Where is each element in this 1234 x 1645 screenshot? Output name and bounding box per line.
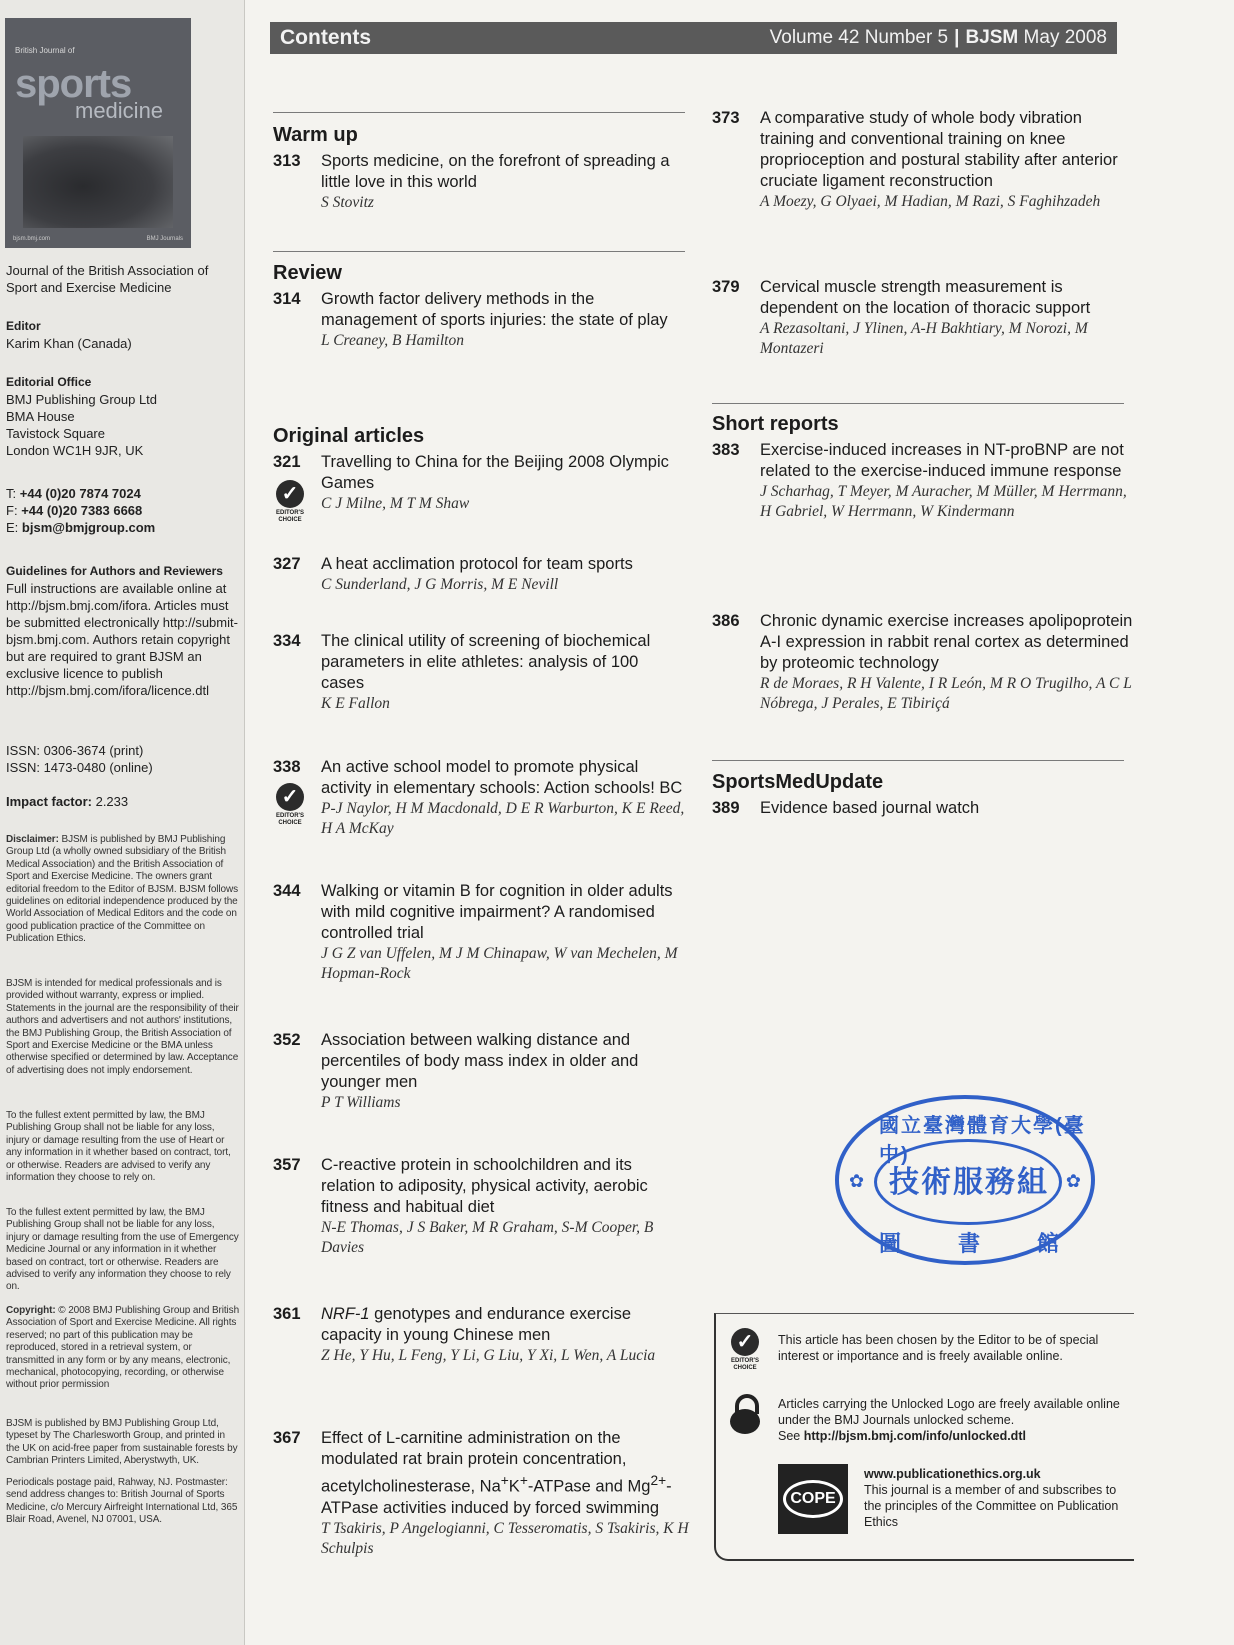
office-line: BMJ Publishing Group Ltd bbox=[6, 392, 158, 407]
article-title: Chronic dynamic exercise increases apolipoprotein A-I expression in rabbit renal cortex as determined by proteomic technology bbox=[760, 612, 1133, 672]
editors-choice-badge bbox=[271, 783, 309, 827]
editors-choice-badge bbox=[271, 480, 309, 524]
section-divider bbox=[273, 251, 685, 252]
cover-footer bbox=[13, 236, 183, 242]
badge-label: EDITOR'S CHOICE bbox=[276, 813, 304, 826]
section-divider bbox=[273, 112, 685, 113]
office-label: Editorial Office bbox=[6, 375, 92, 389]
volume-number: Volume 42 Number 5 bbox=[769, 27, 949, 48]
unlocked-url[interactable]: http://bjsm.bmj.com/info/unlocked.dtl bbox=[803, 1429, 1026, 1443]
impact-value: 2.233 bbox=[95, 794, 129, 809]
editors-choice-badge bbox=[726, 1328, 764, 1372]
article-title: A heat acclimation protocol for team sports bbox=[321, 555, 633, 573]
article-authors: J G Z van Uffelen, M J M Chinapaw, W van Mechelen, M Hopman-Rock bbox=[321, 945, 678, 982]
toc-entry[interactable] bbox=[273, 881, 685, 984]
page-number: 352 bbox=[273, 1031, 301, 1049]
article-authors: S Stovitz bbox=[321, 194, 374, 211]
masthead-column bbox=[0, 0, 245, 1645]
section-short-reports: Short reports bbox=[712, 413, 839, 435]
disclaimer-text: BJSM is published by BMJ Publishing Group Ltd (a wholly owned subsidiary of the British Medical Association) and the British Association of Sport and Exercise Medicine. The owners grant editorial freedom to the Editor of BJSM. BJSM follows guidelines on editorial independence produced by the World Association of Medical Editors and the code on good publication practice of the Committee on Publication Ethics. bbox=[6, 834, 239, 945]
article-title: An active school model to promote physical activity in elementary schools: Action schools! BC bbox=[321, 758, 683, 797]
office-line: Tavistock Square bbox=[6, 426, 105, 441]
article-authors: T Tsakiris, P Angelogianni, C Tesseromatis, S Tsakiris, K H Schulpis bbox=[321, 1519, 689, 1557]
page-number: 379 bbox=[712, 278, 740, 296]
email-prefix: E: bbox=[6, 520, 19, 535]
cover-publisher: BMJ Journals bbox=[146, 236, 183, 242]
toc-entry[interactable] bbox=[273, 757, 685, 839]
disclaimer-paragraph bbox=[6, 834, 240, 946]
page-number: 327 bbox=[273, 555, 301, 573]
cover-title-sports: sports bbox=[15, 62, 132, 106]
cover-journal-line: British Journal of bbox=[15, 46, 75, 55]
page-number: 367 bbox=[273, 1429, 301, 1447]
disclaimer-label: Disclaimer: bbox=[6, 834, 59, 845]
title-rest: genotypes and endurance exercise capacity in young Chinese men bbox=[321, 1305, 632, 1344]
article-title bbox=[321, 1304, 685, 1346]
editors-choice-note: This article has been chosen by the Editor to be of special interest or importance and is freely available online. bbox=[778, 1333, 1099, 1363]
guidelines-text: Full instructions are available online at http://bjsm.bmj.com/ifora. Articles must be submitted electronically http://submit-bjsm.bmj.com. Authors retain copyright but are required to grant BJSM an exclusive licence to publish http://bjsm.bmj.com/ifora/licence.dtl bbox=[6, 581, 238, 698]
guidelines-block bbox=[6, 563, 240, 699]
article-title: Growth factor delivery methods in the management of sports injuries: the state of play bbox=[321, 290, 668, 329]
check-icon: ✓ bbox=[276, 480, 304, 508]
page-number: 344 bbox=[273, 882, 301, 900]
page-number: 383 bbox=[712, 441, 740, 459]
article-authors: Z He, Y Hu, L Feng, Y Li, G Liu, Y Xi, L Wen, A Lucia bbox=[321, 1347, 656, 1364]
issn-block bbox=[6, 742, 240, 776]
cover-shoes-photo bbox=[23, 136, 173, 228]
issue-date: May 2008 bbox=[1023, 27, 1107, 48]
flower-icon: ✿ bbox=[1065, 1171, 1081, 1191]
notice-box bbox=[714, 1313, 1134, 1561]
copyright-label: Copyright: bbox=[6, 1305, 56, 1316]
cover-url: bjsm.bmj.com bbox=[13, 236, 51, 242]
library-stamp bbox=[835, 1095, 1095, 1265]
article-title: Sports medicine, on the forefront of spreading a little love in this world bbox=[321, 152, 670, 191]
page-number: 313 bbox=[273, 152, 301, 170]
telephone: +44 (0)20 7874 7024 bbox=[19, 486, 141, 501]
postage-paragraph: Periodicals postage paid, Rahway, NJ. Postmaster: send address changes to: British Journal of Sports Medicine, c/o Mercury Airfreight International Ltd, 365 Blair Road, Avenel, NJ 07001, USA. bbox=[6, 1477, 238, 1526]
section-warm-up: Warm up bbox=[273, 124, 358, 146]
article-title: Exercise-induced increases in NT-proBNP are not related to the exercise-induced immune response bbox=[760, 441, 1124, 480]
flower-icon: ✿ bbox=[849, 1171, 865, 1191]
toc-entry[interactable] bbox=[273, 1155, 685, 1258]
section-original-articles: Original articles bbox=[273, 425, 425, 447]
article-title: The clinical utility of screening of biochemical parameters in elite athletes: analysis of 100 cases bbox=[321, 632, 651, 692]
cope-note: www.publicationethics.org.uk This journal is a member of and subscribes to the principles of the Committee on Publication Ethics bbox=[864, 1467, 1119, 1529]
impact-factor bbox=[6, 793, 240, 810]
article-title: C-reactive protein in schoolchildren and its relation to adiposity, physical activity, aerobic fitness and habitual diet bbox=[321, 1156, 648, 1216]
toc-entry[interactable] bbox=[712, 798, 1134, 819]
editor-label: Editor bbox=[6, 319, 41, 333]
contents-header-bar bbox=[270, 22, 1117, 54]
liability-paragraph-emj: To the fullest extent permitted by law, the BMJ Publishing Group shall not be liable for any loss, injury or damage resulting from the use of Emergency Medicine Journal or any information in it whether based on contract, tort or otherwise. Readers are advised to verify any information they choose to rely on. bbox=[6, 1207, 239, 1293]
fax-prefix: F: bbox=[6, 503, 18, 518]
check-icon: ✓ bbox=[276, 783, 304, 811]
badge-label: EDITOR'S CHOICE bbox=[276, 510, 304, 523]
toc-entry[interactable] bbox=[273, 631, 685, 714]
issn-online: ISSN: 1473-0480 (online) bbox=[6, 760, 153, 775]
page-number: 314 bbox=[273, 290, 301, 308]
article-authors: L Creaney, B Hamilton bbox=[321, 332, 464, 349]
article-authors: C Sunderland, J G Morris, M E Nevill bbox=[321, 576, 559, 593]
editor-name: Karim Khan (Canada) bbox=[6, 336, 132, 351]
toc-entry[interactable] bbox=[273, 289, 685, 351]
article-title: Cervical muscle strength measurement is dependent on the location of thoracic support bbox=[760, 278, 1091, 317]
article-authors: C J Milne, M T M Shaw bbox=[321, 495, 470, 512]
article-authors: R de Moraes, R H Valente, I R León, M R O Trugilho, A C L Nóbrega, J Perales, E Tibiriçá bbox=[760, 675, 1132, 712]
email-link[interactable]: bjsm@bmjgroup.com bbox=[21, 520, 156, 535]
cope-logo: COPE bbox=[778, 1464, 848, 1534]
copyright-paragraph bbox=[6, 1305, 240, 1392]
section-divider bbox=[712, 760, 1124, 761]
stamp-bottom-text: 圖 書 館 bbox=[879, 1231, 1059, 1256]
stamp-top-text: 國立臺灣體育大學(臺中) bbox=[879, 1115, 1086, 1166]
unlocked-lock-icon bbox=[728, 1394, 762, 1434]
tel-prefix: T: bbox=[6, 486, 17, 501]
badge-label: EDITOR'S CHOICE bbox=[731, 1358, 759, 1371]
editorial-office-block bbox=[6, 374, 240, 459]
office-line: BMA House bbox=[6, 409, 75, 424]
section-sportsmedupdate: SportsMedUpdate bbox=[712, 771, 884, 793]
page-number: 361 bbox=[273, 1305, 301, 1323]
article-authors: A Rezasoltani, J Ylinen, A-H Bakhtiary, M Norozi, M Montazeri bbox=[760, 320, 1088, 357]
article-authors: K E Fallon bbox=[321, 695, 390, 712]
toc-entry[interactable] bbox=[273, 1428, 693, 1559]
copyright-text: © 2008 BMJ Publishing Group and British Association of Sport and Exercise Medicine. All rights reserved; no part of this publication may be reproduced, stored in a retrieval system, or transmitted in any form or by any means, electronic, mechanical, photocopying, recording, or otherwise without prior permission bbox=[6, 1305, 240, 1391]
page-number: 357 bbox=[273, 1156, 301, 1174]
article-authors: P-J Naylor, H M Macdonald, D E R Warburton, K E Reed, H A McKay bbox=[321, 800, 685, 837]
stamp-mid-text: 技術服務組 bbox=[889, 1166, 1049, 1199]
issue-info bbox=[770, 27, 1107, 49]
article-authors: N-E Thomas, J S Baker, M R Graham, S-M Cooper, B Davies bbox=[321, 1219, 654, 1256]
contact-block bbox=[6, 485, 240, 536]
article-title: Evidence based journal watch bbox=[760, 799, 980, 817]
association-line: Journal of the British Association of Sport and Exercise Medicine bbox=[6, 263, 209, 295]
cover-title-medicine: medicine bbox=[75, 98, 164, 123]
toc-entry[interactable] bbox=[273, 1304, 685, 1366]
issn-print: ISSN: 0306-3674 (print) bbox=[6, 743, 144, 758]
page-number: 338 bbox=[273, 758, 301, 776]
toc-entry[interactable] bbox=[712, 611, 1134, 714]
toc-entry[interactable] bbox=[712, 440, 1134, 522]
contents-title: Contents bbox=[280, 26, 371, 49]
toc-entry[interactable] bbox=[273, 452, 685, 514]
article-title: Travelling to China for the Beijing 2008 Olympic Games bbox=[321, 453, 669, 492]
toc-entry[interactable] bbox=[273, 1030, 685, 1113]
journal-abbrev: BJSM bbox=[965, 27, 1019, 48]
warranty-paragraph: BJSM is intended for medical professionals and is provided without warranty, express or implied. Statements in the journal are the responsibility of their authors and advertisers and not authors' institutions, the BMJ Publishing Group, the British Association of Sport and Exercise Medicine or the BMA unless otherwise specified or determined by law. Acceptance of advertising does not imply endorsement. bbox=[6, 978, 239, 1076]
page-number: 389 bbox=[712, 799, 740, 817]
page-number: 373 bbox=[712, 109, 740, 127]
office-line: London WC1H 9JR, UK bbox=[6, 443, 144, 458]
page-number: 386 bbox=[712, 612, 740, 630]
article-authors: A Moezy, G Olyaei, M Hadian, M Razi, S Faghihzadeh bbox=[760, 193, 1101, 210]
toc-entry[interactable] bbox=[712, 277, 1134, 359]
impact-label: Impact factor: bbox=[6, 794, 92, 809]
unlocked-note: Articles carrying the Unlocked Logo are freely available online under the BMJ Journals unlocked scheme. See http://bjsm.bmj.com/info/unlocked.dtl bbox=[778, 1397, 1120, 1443]
article-title: A comparative study of whole body vibration training and conventional training on knee proprioception and postural stability after anterior cruciate ligament reconstruction bbox=[760, 109, 1118, 190]
article-title: Walking or vitamin B for cognition in older adults with mild cognitive impairment? A randomised controlled trial bbox=[321, 882, 673, 942]
check-icon: ✓ bbox=[731, 1328, 759, 1356]
article-authors: P T Williams bbox=[321, 1094, 401, 1111]
cope-url[interactable]: www.publicationethics.org.uk bbox=[864, 1467, 1041, 1481]
article-title: Association between walking distance and percentiles of body mass index in older and younger men bbox=[321, 1031, 639, 1091]
separator: | bbox=[954, 27, 960, 48]
article-title: Effect of L-carnitine administration on the modulated rat brain protein concentration, acetylcholinesterase, Na+K+-ATPase and $Mg^{2+}$-ATPase activities induced by forced swimming bbox=[321, 1429, 672, 1517]
gene-name: NRF-1 bbox=[321, 1305, 370, 1323]
page-number: 334 bbox=[273, 632, 301, 650]
journal-cover bbox=[5, 18, 191, 248]
toc-entry[interactable] bbox=[273, 554, 685, 595]
toc-entry[interactable] bbox=[712, 108, 1134, 212]
editor-block bbox=[6, 318, 240, 352]
guidelines-label: Guidelines for Authors and Reviewers bbox=[6, 564, 223, 578]
printer-paragraph: BJSM is published by BMJ Publishing Group Ltd, typeset by The Charlesworth Group, and printed in the UK on acid-free paper from sustainable forests by Cambrian Printers Limited, Aberystwyth, UK. bbox=[6, 1418, 238, 1467]
page-number: 321 bbox=[273, 453, 301, 471]
section-review: Review bbox=[273, 262, 342, 284]
fax: +44 (0)20 7383 6668 bbox=[21, 503, 143, 518]
toc-entry[interactable] bbox=[273, 151, 685, 213]
article-authors: J Scharhag, T Meyer, M Auracher, M Müller, M Herrmann, H Gabriel, W Herrmann, W Kindermann bbox=[760, 483, 1127, 520]
liability-paragraph-heart: To the fullest extent permitted by law, the BMJ Publishing Group shall not be liable for any loss, injury or damage resulting from the use of Heart or any information in it whether based on contract, tort, or otherwise. Readers are advised to verify any information they choose to rely on. bbox=[6, 1110, 231, 1184]
section-divider bbox=[712, 403, 1124, 404]
